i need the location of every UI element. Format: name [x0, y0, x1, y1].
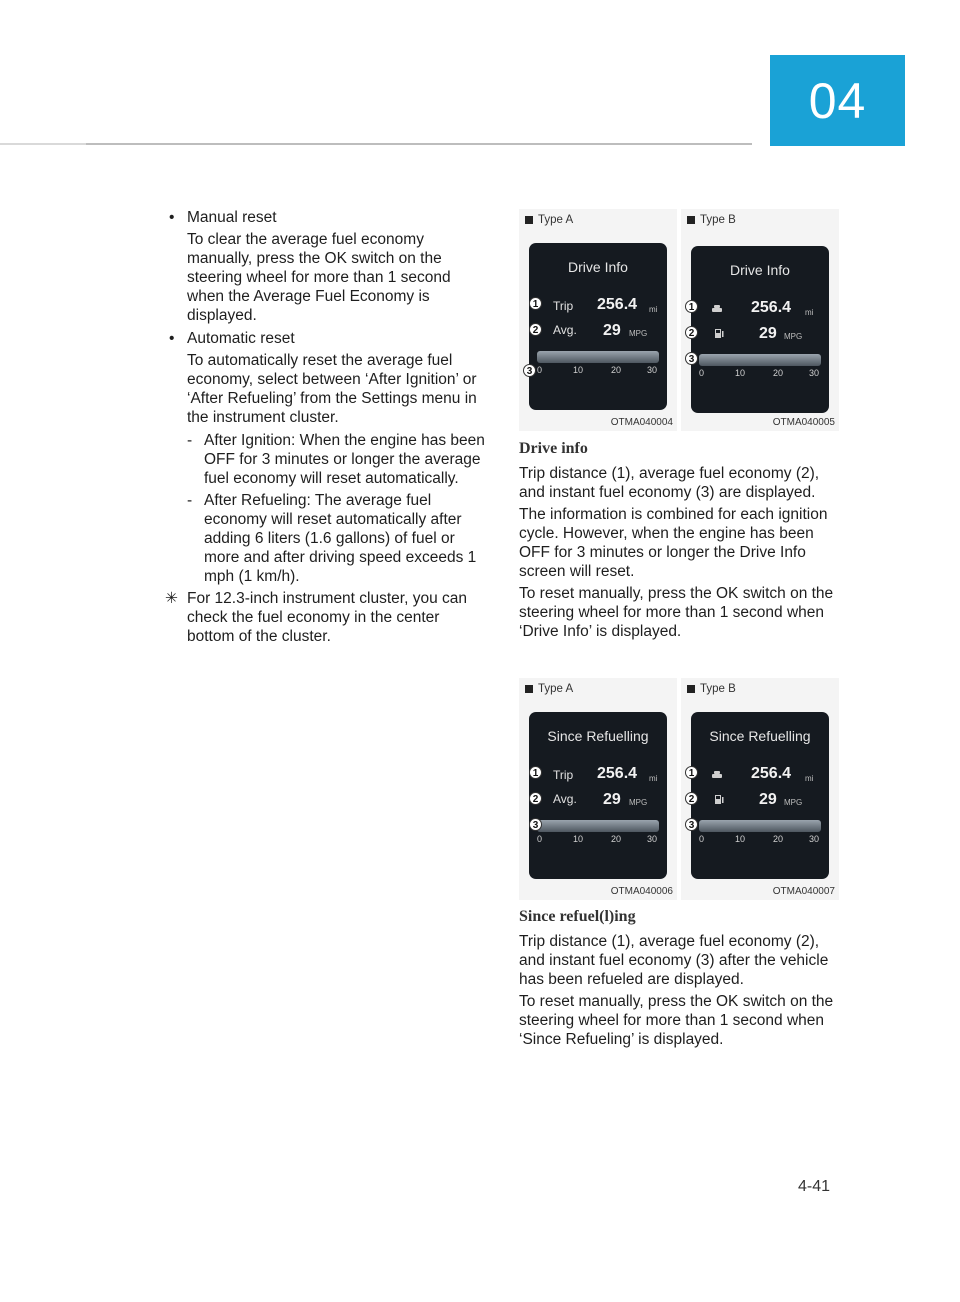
gauge-tick: 30 [647, 834, 658, 844]
avg-label: Avg. [553, 792, 577, 806]
header-rule-dark [86, 143, 752, 145]
figure-row-since-refuel [519, 678, 839, 900]
avg-value: 29 [759, 791, 777, 808]
fuel-pump-icon [713, 794, 725, 805]
left-column [165, 208, 485, 646]
bullet-dot: • [169, 330, 175, 347]
callout-3: 3 [529, 818, 542, 831]
screen-title: Since Refuelling [547, 728, 649, 744]
gauge-tick: 20 [773, 834, 784, 844]
square-icon [525, 685, 533, 693]
gauge-tick: 10 [573, 365, 584, 375]
since-refuel-body [519, 932, 841, 1052]
callout-1: 1 [529, 766, 542, 779]
callout-2: 2 [529, 792, 542, 805]
figure-type-text: Type A [538, 214, 574, 226]
figure-code: OTMA040007 [772, 886, 835, 897]
avg-value: 29 [603, 322, 621, 339]
bullet-title: Automatic reset [187, 330, 295, 347]
trip-car-icon [711, 304, 723, 315]
square-icon [687, 685, 695, 693]
gauge-tick: 0 [699, 834, 705, 844]
manual-reset-text: To clear the average fuel economy manually, press the OK switch on the steering wheel for more than 1 second when the Average Fuel Economy is displayed. [187, 231, 451, 324]
avg-label: Avg. [553, 323, 577, 337]
trip-car-icon [711, 770, 723, 781]
screen-title: Drive Info [730, 262, 790, 278]
screen-title: Since Refuelling [709, 728, 811, 744]
automatic-reset-text: To automatically reset the average fuel economy, select between ‘After Ignition’ or ‘After Refueling’ from the Settings menu in the instrument cluster. [187, 352, 477, 426]
trip-value: 256.4 [597, 296, 638, 313]
note-text: For 12.3-inch instrument cluster, you can check the fuel economy in the center bottom of the cluster. [187, 590, 467, 645]
dash-text: After Refueling: The average fuel economy will reset automatically after adding 6 liters (1.6 gallons) of fuel or more and after driving speed exceeds 1 mph (1 km/h). [204, 492, 477, 585]
figure-code: OTMA040004 [610, 417, 673, 428]
figure-code: OTMA040005 [772, 417, 835, 428]
callout-1: 1 [529, 297, 542, 310]
gauge-tick: 0 [537, 834, 543, 844]
gauge-tick: 30 [647, 365, 658, 375]
figure-drive-info-type-a [519, 209, 677, 431]
callout-3: 3 [685, 818, 698, 831]
body-paragraph: Trip distance (1), average fuel economy (2), and instant fuel economy (3) are displayed. [519, 465, 820, 501]
trip-value: 256.4 [751, 765, 792, 782]
figure-code: OTMA040006 [610, 886, 673, 897]
drive-info-body [519, 464, 841, 644]
page-number: 4-41 [798, 1178, 831, 1195]
bullet-dot: • [169, 209, 175, 226]
gauge-tick: 20 [773, 368, 784, 378]
bullet-title: Manual reset [187, 209, 277, 226]
dash-item-after-refueling [165, 491, 485, 586]
screen-title: Drive Info [568, 259, 628, 275]
trip-value: 256.4 [597, 765, 638, 782]
avg-unit: MPG [784, 332, 803, 341]
fuel-economy-gauge [537, 820, 659, 832]
cluster-screen [691, 246, 829, 413]
avg-value: 29 [603, 791, 621, 808]
trip-unit: mi [805, 308, 814, 317]
figure-type-text: Type B [700, 683, 736, 695]
fuel-pump-icon [713, 328, 725, 339]
callout-1: 1 [685, 766, 698, 779]
trip-unit: mi [649, 305, 658, 314]
figure-type-label [525, 214, 573, 226]
trip-label: Trip [553, 768, 574, 782]
figure-since-refuel-type-b [681, 678, 839, 900]
gauge-tick: 20 [611, 365, 622, 375]
dash-mark: - [187, 492, 193, 509]
callout-3: 3 [523, 364, 536, 377]
avg-unit: MPG [784, 798, 803, 807]
gauge-tick: 20 [611, 834, 622, 844]
figure-since-refuel-type-a [519, 678, 677, 900]
trip-unit: mi [649, 774, 658, 783]
cluster-screen [691, 712, 829, 879]
cluster-screen [529, 243, 667, 410]
trip-label: Trip [553, 299, 574, 313]
body-paragraph: Trip distance (1), average fuel economy (2), and instant fuel economy (3) after the vehicle has been refueled are displayed. [519, 933, 829, 988]
trip-unit: mi [805, 774, 814, 783]
body-paragraph: To reset manually, press the OK switch on the steering wheel for more than 1 second when ‘Since Refueling’ is displayed. [519, 993, 834, 1048]
asterisk-icon: ✳ [165, 590, 178, 607]
gauge-tick: 30 [809, 834, 820, 844]
gauge-tick: 10 [735, 368, 746, 378]
gauge-tick: 30 [809, 368, 820, 378]
figure-drive-info-type-b [681, 209, 839, 431]
avg-unit: MPG [629, 798, 648, 807]
fuel-economy-gauge [537, 351, 659, 363]
gauge-tick: 0 [699, 368, 705, 378]
dash-mark: - [187, 432, 193, 449]
body-paragraph: The information is combined for each ignition cycle. However, when the engine has been OFF for 3 minutes or longer the Drive Info screen will reset. [519, 506, 828, 580]
section-title-drive-info: Drive info [519, 440, 588, 457]
figure-type-text: Type B [700, 214, 736, 226]
avg-value: 29 [759, 325, 777, 342]
bullet-automatic-reset [165, 329, 485, 348]
callout-3: 3 [685, 352, 698, 365]
callout-2: 2 [685, 792, 698, 805]
note [165, 589, 485, 646]
chapter-tab: 04 [770, 55, 905, 146]
fuel-economy-gauge [699, 820, 821, 832]
gauge-tick: 0 [537, 365, 543, 375]
avg-unit: MPG [629, 329, 648, 338]
callout-2: 2 [685, 326, 698, 339]
bullet-manual-reset [165, 208, 485, 227]
body-paragraph: To reset manually, press the OK switch on the steering wheel for more than 1 second when ‘Drive Info’ is displayed. [519, 585, 834, 640]
section-title-since-refuel: Since refuel(l)ing [519, 908, 636, 925]
cluster-screen [529, 712, 667, 879]
callout-2: 2 [529, 323, 542, 336]
figure-type-text: Type A [538, 683, 574, 695]
figure-row-drive-info [519, 209, 839, 431]
gauge-tick: 10 [735, 834, 746, 844]
figure-type-label [687, 683, 736, 695]
dash-item-after-ignition [165, 431, 485, 488]
figure-type-label [687, 214, 736, 226]
square-icon [525, 216, 533, 224]
trip-value: 256.4 [751, 299, 792, 316]
callout-1: 1 [685, 300, 698, 313]
dash-text: After Ignition: When the engine has been OFF for 3 minutes or longer the average fuel economy will reset automatically. [204, 432, 485, 487]
gauge-tick: 10 [573, 834, 584, 844]
square-icon [687, 216, 695, 224]
figure-type-label [525, 683, 573, 695]
fuel-economy-gauge [699, 354, 821, 366]
